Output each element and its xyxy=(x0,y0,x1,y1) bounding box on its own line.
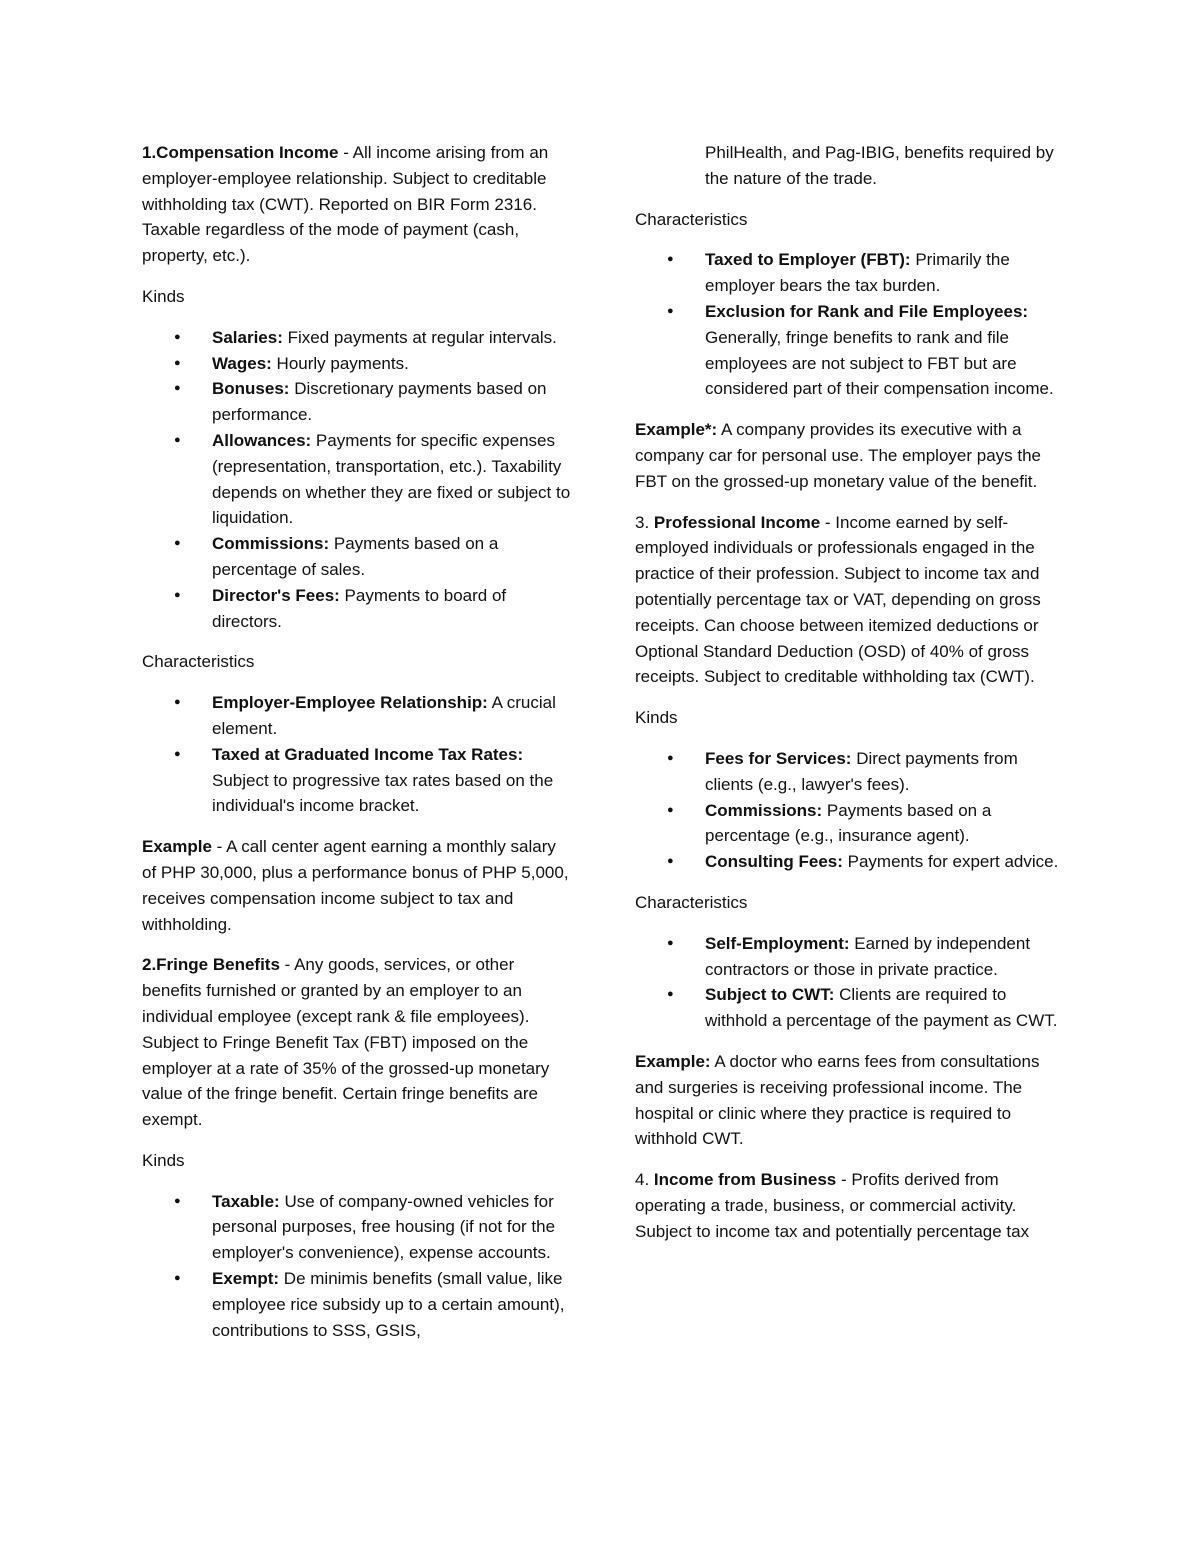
professional-example-paragraph: Example: A doctor who earns fees from consultations and surgeries is receiving professional income. The hospital or clinic where they practice is required to withhold CWT. xyxy=(635,1051,1040,1149)
list-item: ● Fees for Services: Direct payments from clients (e.g., lawyer's fees). xyxy=(635,746,1065,798)
right-column xyxy=(635,140,1065,1259)
section-title: 1.Compensation Income xyxy=(142,143,339,162)
section-title: 2.Fringe Benefits xyxy=(142,955,280,975)
compensation-characteristics-list xyxy=(142,690,572,819)
list-item: ● Allowances: Payments for specific expenses (representation, transportation, etc.). Taxability depends on whether they are fixed or subject to liquidation. xyxy=(142,428,572,531)
characteristics-heading: Characteristics xyxy=(635,892,748,912)
list-item: ● Consulting Fees: Payments for expert advice. xyxy=(635,849,1065,875)
compensation-kinds-list xyxy=(142,325,572,635)
kinds-heading: Kinds xyxy=(635,708,678,728)
section-title: Professional Income xyxy=(653,512,821,532)
list-item: ● Wages: Hourly payments. xyxy=(142,351,572,377)
fringe-benefits-paragraph: 2.Fringe Benefits - Any goods, services, or other benefits furnished or granted by an employer to an individual employee (except rank & file employees). Subject to Fringe Benefit Tax (FBT) imposed on the employer at a rate of 35% of the grossed-up monetary value of the fringe benefit. Certain fringe benefits are exempt. xyxy=(142,955,550,1130)
list-item: ● Bonuses: Discretionary payments based on performance. xyxy=(142,376,572,428)
characteristics-heading: Characteristics xyxy=(635,209,748,229)
list-item: ● Director's Fees: Payments to board of directors. xyxy=(142,583,572,635)
characteristics-heading: Characteristics xyxy=(142,652,255,672)
business-income-paragraph: 4. Income from Business - Profits derived from operating a trade, business, or commercial activity. Subject to income tax and potentially percentage tax xyxy=(635,1170,1030,1241)
left-column xyxy=(142,140,572,1358)
compensation-example-paragraph: Example - A call center agent earning a monthly salary of PHP 30,000, plus a performance bonus of PHP 5,000, receives compensation income subject to tax and withholding. xyxy=(142,837,569,934)
list-item: ● Subject to CWT: Clients are required to withhold a percentage of the payment as CWT. xyxy=(635,982,1065,1034)
list-item: ● Exempt: De minimis benefits (small value, like employee rice subsidy up to a certain amount), contributions to SSS, GSIS, xyxy=(142,1266,572,1343)
list-item: ● Commissions: Payments based on a percentage (e.g., insurance agent). xyxy=(635,798,1065,850)
list-item: ● Taxable: Use of company-owned vehicles for personal purposes, free housing (if not for the employer's convenience), expense accounts. xyxy=(142,1189,572,1266)
professional-kinds-list xyxy=(635,746,1065,875)
kinds-heading: Kinds xyxy=(142,1150,185,1170)
list-item: ● Employer-Employee Relationship: A crucial element. xyxy=(142,690,572,742)
list-item: ● Taxed at Graduated Income Tax Rates: Subject to progressive tax rates based on the individual's income bracket. xyxy=(142,742,572,819)
list-item: ● Salaries: Fixed payments at regular intervals. xyxy=(142,325,572,351)
list-item: ● Exclusion for Rank and File Employees: Generally, fringe benefits to rank and file employees are not subject to FBT but are considered part of their compensation income. xyxy=(635,299,1065,402)
professional-characteristics-list xyxy=(635,931,1065,1034)
professional-income-paragraph: 3. Professional Income - Income earned by self-employed individuals or professionals engaged in the practice of their profession. Subject to income tax and potentially percentage tax or VAT, depending on gross receipts. Can choose between itemized deductions or Optional Standard Deduction (OSD) of 40% of gross receipts. Subject to creditable withholding tax (CWT). xyxy=(635,512,1041,687)
list-item: ● Taxed to Employer (FBT): Primarily the employer bears the tax burden. xyxy=(635,247,1065,299)
compensation-income-paragraph: 1.Compensation Income - All income arising from an employer-employee relationship. Subject to creditable withholding tax (CWT). Reported on BIR Form 2316. Taxable regardless of the mode of payment (cash, property, etc.). xyxy=(142,143,549,266)
section-title: Income from Business xyxy=(653,1170,837,1190)
list-item: ● Self-Employment: Earned by independent contractors or those in private practice. xyxy=(635,931,1065,983)
fringe-example-paragraph: Example*: A company provides its executive with a company car for personal use. The employer pays the FBT on the grossed-up monetary value of the benefit. xyxy=(635,420,1042,491)
fringe-kinds-list xyxy=(142,1189,572,1344)
continued-list-text: PhilHealth, and Pag-IBIG, benefits required by the nature of the trade. xyxy=(705,143,1054,188)
list-item: ● Commissions: Payments based on a percentage of sales. xyxy=(142,531,572,583)
fringe-characteristics-list xyxy=(635,247,1065,402)
kinds-heading: Kinds xyxy=(142,286,185,306)
